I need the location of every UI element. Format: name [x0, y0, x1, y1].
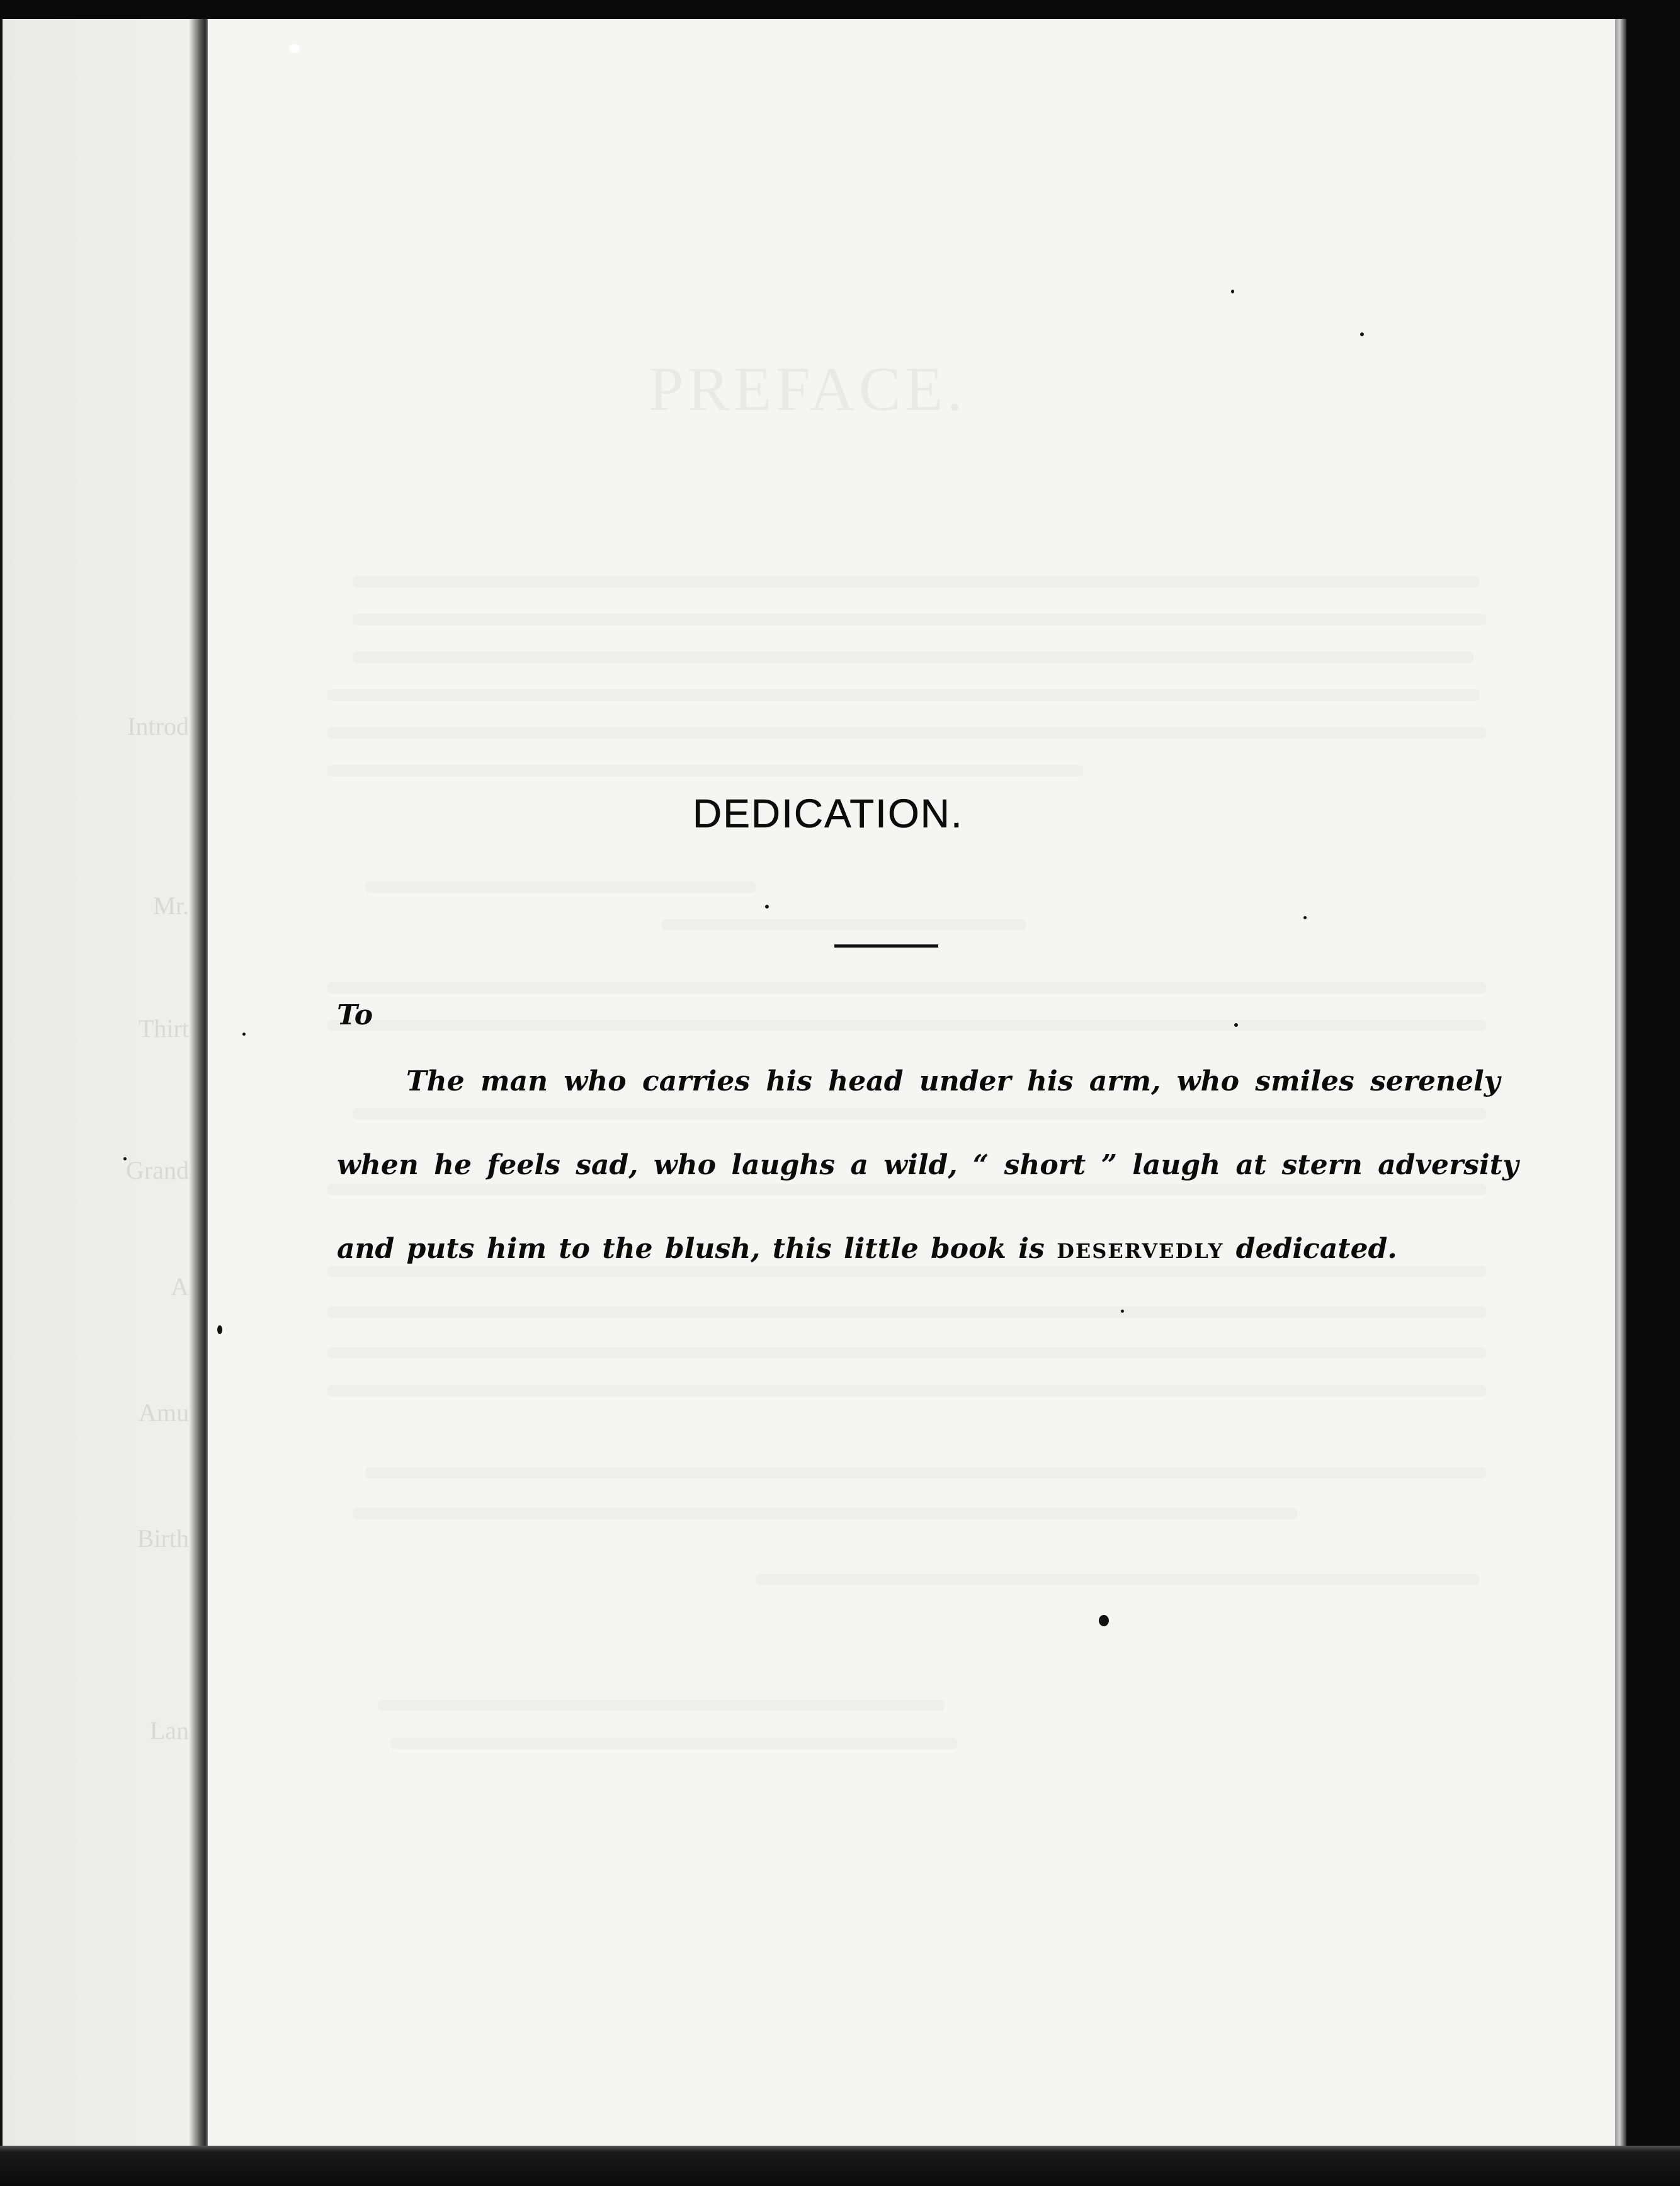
page-title: DEDICATION. — [693, 791, 963, 836]
print-speck — [290, 44, 300, 53]
print-speck — [1099, 1615, 1109, 1626]
dedication-line-3-end: dedicated. — [1223, 1233, 1397, 1265]
emphasis-deservedly: DESERVEDLY — [1057, 1239, 1224, 1263]
dedication-line-3 — [337, 1233, 1397, 1265]
print-speck — [1303, 916, 1307, 919]
print-speck — [1234, 1023, 1238, 1027]
print-speck — [242, 1033, 246, 1036]
print-speck — [1231, 290, 1234, 293]
dedication-line-3-start: and puts him to the blush, this little book is — [337, 1233, 1057, 1265]
print-speck — [217, 1325, 222, 1334]
salutation: To — [337, 999, 373, 1031]
title-rule — [834, 944, 938, 948]
print-speck — [123, 1157, 127, 1160]
print-speck — [1360, 332, 1364, 336]
dedication-line-1: The man who carries his head under his arm, who smiles serenely — [406, 1065, 1501, 1097]
print-speck — [765, 905, 769, 909]
dedication-line-2: when he feels sad, who laughs a wild, “ short ” laugh at stern adversity — [337, 1149, 1519, 1181]
print-speck — [1121, 1310, 1124, 1313]
